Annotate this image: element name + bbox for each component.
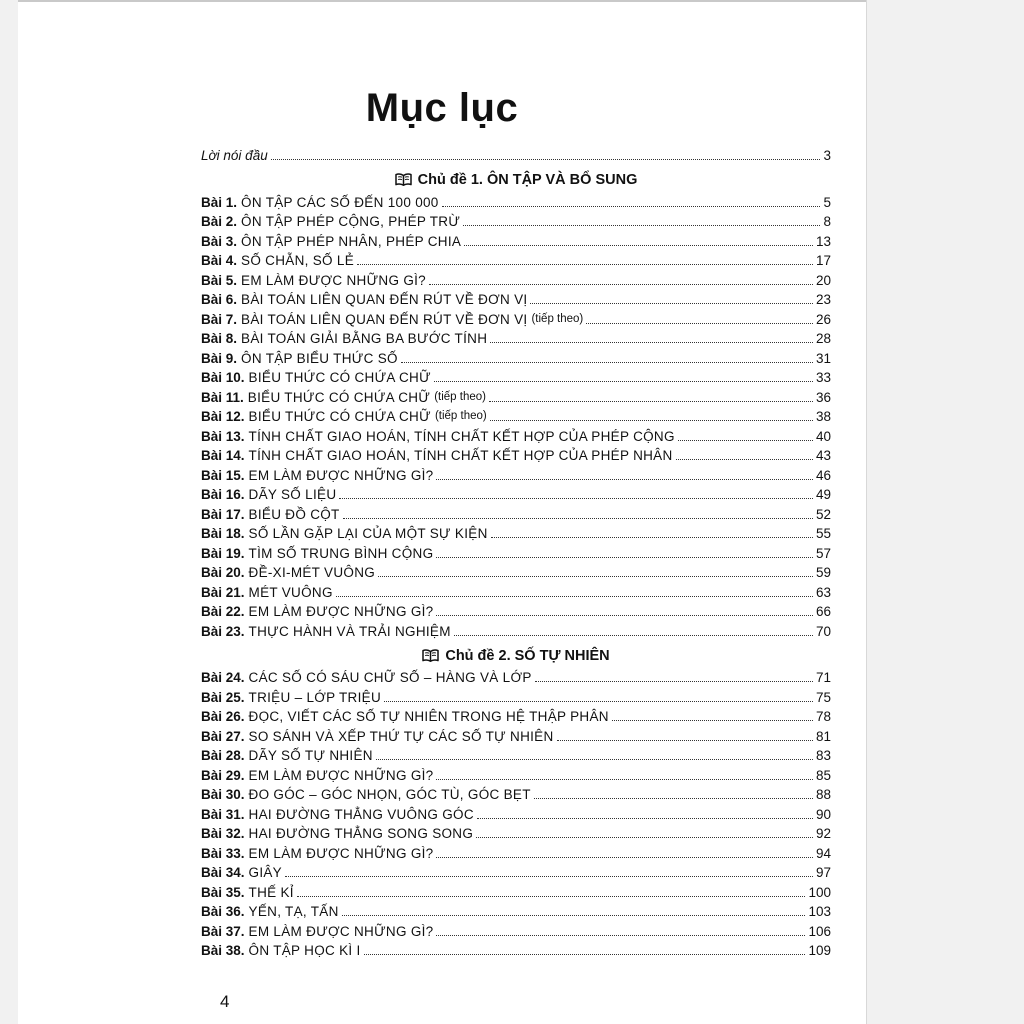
section-name: SỐ TỰ NHIÊN xyxy=(514,647,610,664)
leader-dots xyxy=(364,954,806,955)
lesson-number: Bài 2. xyxy=(201,214,238,229)
leader-dots xyxy=(557,740,813,741)
lesson-title: THẾ KỈ xyxy=(248,884,294,900)
document-page xyxy=(18,0,867,1024)
table-of-contents xyxy=(201,144,831,959)
lesson-number: Bài 37. xyxy=(201,923,245,939)
lesson-page: 78 xyxy=(815,709,831,724)
leader-dots xyxy=(476,837,813,838)
lesson-title: ÔN TẬP HỌC KÌ I xyxy=(248,943,361,958)
lesson-page: 57 xyxy=(815,545,831,561)
lesson-number: Bài 12. xyxy=(201,409,245,424)
lesson-number: Bài 27. xyxy=(201,728,245,744)
toc-row[interactable] xyxy=(201,881,831,901)
toc-row[interactable] xyxy=(201,803,831,823)
leader-dots xyxy=(384,701,813,702)
lesson-title: ÔN TẬP BIỂU THỨC SỐ xyxy=(241,350,398,366)
lesson-title: BÀI TOÁN GIẢI BẰNG BA BƯỚC TÍNH xyxy=(241,331,488,346)
lesson-number: Bài 18. xyxy=(201,526,245,541)
top-border xyxy=(18,0,866,2)
lesson-page: 17 xyxy=(815,253,831,268)
lesson-page: 63 xyxy=(815,584,831,600)
toc-row[interactable] xyxy=(201,581,831,601)
toc-row[interactable] xyxy=(201,464,831,484)
lesson-page: 88 xyxy=(815,787,831,802)
leader-dots xyxy=(491,537,813,538)
lesson-number: Bài 20. xyxy=(201,565,245,580)
lesson-title: BIỂU THỨC CÓ CHỨA CHỮ xyxy=(248,409,431,424)
lesson-number: Bài 25. xyxy=(201,689,245,705)
lesson-note: (tiếp theo) xyxy=(434,390,486,403)
toc-row[interactable] xyxy=(201,745,831,765)
lesson-title: ÔN TẬP PHÉP NHÂN, PHÉP CHIA xyxy=(241,233,462,249)
leader-dots xyxy=(463,225,820,226)
lesson-page: 106 xyxy=(808,923,831,939)
lesson-title: SO SÁNH VÀ XẾP THỨ TỰ CÁC SỐ TỰ NHIÊN xyxy=(248,728,554,744)
leader-dots xyxy=(586,323,813,324)
toc-row[interactable] xyxy=(201,328,831,348)
leader-dots xyxy=(490,420,813,421)
leader-dots xyxy=(490,342,813,343)
lesson-number: Bài 16. xyxy=(201,487,245,502)
lesson-title: BIỂU ĐỒ CỘT xyxy=(248,506,340,522)
lesson-number: Bài 21. xyxy=(201,584,245,600)
lesson-page: 90 xyxy=(815,806,831,822)
lesson-page: 43 xyxy=(815,448,831,463)
leader-dots xyxy=(436,857,812,858)
lesson-page: 38 xyxy=(815,409,831,424)
leader-dots xyxy=(464,245,813,246)
lesson-page: 49 xyxy=(815,487,831,502)
lesson-number: Bài 23. xyxy=(201,623,245,639)
lesson-page: 70 xyxy=(815,623,831,639)
leader-dots xyxy=(530,303,813,304)
page-title: Mục lục xyxy=(365,86,519,130)
section-label: Chủ đề 2. xyxy=(445,647,511,664)
open-book-icon xyxy=(422,648,439,668)
toc-row[interactable] xyxy=(201,523,831,543)
leader-dots xyxy=(436,479,812,480)
lesson-title: ĐO GÓC – GÓC NHỌN, GÓC TÙ, GÓC BẸT xyxy=(248,787,531,802)
lesson-title: ĐỀ-XI-MÉT VUÔNG xyxy=(248,565,376,580)
lesson-title: SỐ LẦN GẶP LẠI CỦA MỘT SỰ KIỆN xyxy=(248,526,488,541)
lesson-number: Bài 9. xyxy=(201,350,238,366)
section-label: Chủ đề 1. xyxy=(417,172,483,188)
lesson-number: Bài 31. xyxy=(201,806,245,822)
toc-row[interactable] xyxy=(201,920,831,940)
lesson-page: 94 xyxy=(815,845,831,861)
lesson-title: YẾN, TẠ, TẤN xyxy=(248,904,339,919)
lesson-page: 59 xyxy=(815,565,831,580)
leader-dots xyxy=(339,498,813,499)
lesson-number: Bài 32. xyxy=(201,826,245,841)
leader-dots xyxy=(434,381,813,382)
section-name: ÔN TẬP VÀ BỔ SUNG xyxy=(486,172,638,188)
leader-dots xyxy=(489,401,813,402)
lesson-title: GIÂY xyxy=(248,865,282,880)
lesson-page: 46 xyxy=(815,467,831,483)
lesson-title: BÀI TOÁN LIÊN QUAN ĐẾN RÚT VỀ ĐƠN VỊ xyxy=(241,292,528,307)
leader-dots xyxy=(678,440,813,441)
leader-dots xyxy=(357,264,813,265)
lesson-page: 75 xyxy=(815,689,831,705)
leader-dots xyxy=(401,362,813,363)
toc-row[interactable] xyxy=(201,667,831,687)
toc-row[interactable] xyxy=(201,230,831,250)
lesson-number: Bài 13. xyxy=(201,428,245,444)
lesson-number: Bài 7. xyxy=(201,311,238,327)
lesson-title: EM LÀM ĐƯỢC NHỮNG GÌ? xyxy=(248,604,434,619)
lesson-title: EM LÀM ĐƯỢC NHỮNG GÌ? xyxy=(248,845,434,861)
lesson-number: Bài 10. xyxy=(201,370,245,385)
toc-row[interactable] xyxy=(201,784,831,804)
leader-dots xyxy=(477,818,813,819)
lesson-title: TÍNH CHẤT GIAO HOÁN, TÍNH CHẤT KẾT HỢP CỦA PHÉP CỘNG xyxy=(248,428,675,444)
toc-row[interactable] xyxy=(201,823,831,843)
section-heading xyxy=(201,170,831,190)
toc-row[interactable] xyxy=(201,484,831,504)
page-number: 4 xyxy=(220,992,230,1011)
lesson-number: Bài 17. xyxy=(201,506,245,522)
lesson-title: EM LÀM ĐƯỢC NHỮNG GÌ? xyxy=(248,767,434,783)
lesson-number: Bài 35. xyxy=(201,884,245,900)
toc-row[interactable] xyxy=(201,562,831,582)
lesson-title: SỐ CHẴN, SỐ LẺ xyxy=(241,253,355,268)
leader-dots xyxy=(378,576,813,577)
lesson-page: 8 xyxy=(823,214,831,229)
leader-dots xyxy=(336,596,813,597)
lesson-title: HAI ĐƯỜNG THẲNG SONG SONG xyxy=(248,826,474,841)
lesson-page: 23 xyxy=(815,292,831,307)
lesson-title: HAI ĐƯỜNG THẲNG VUÔNG GÓC xyxy=(248,806,474,822)
lesson-number: Bài 15. xyxy=(201,467,245,483)
lesson-page: 26 xyxy=(815,311,831,327)
lesson-number: Bài 1. xyxy=(201,194,238,210)
lesson-number: Bài 3. xyxy=(201,233,238,249)
toc-row[interactable] xyxy=(201,706,831,726)
lesson-number: Bài 14. xyxy=(201,448,245,463)
lesson-number: Bài 24. xyxy=(201,670,245,685)
toc-row[interactable] xyxy=(201,269,831,289)
toc-row[interactable] xyxy=(201,601,831,621)
toc-row[interactable] xyxy=(201,862,831,882)
lesson-title: ĐỌC, VIẾT CÁC SỐ TỰ NHIÊN TRONG HỆ THẬP PHÂN xyxy=(248,709,609,724)
lesson-number: Bài 38. xyxy=(201,943,245,958)
toc-row[interactable] xyxy=(201,842,831,862)
lesson-title: EM LÀM ĐƯỢC NHỮNG GÌ? xyxy=(248,923,434,939)
leader-dots xyxy=(285,876,813,877)
lesson-page: 103 xyxy=(808,904,831,919)
toc-intro-title: Lời nói đầu xyxy=(201,148,268,163)
leader-dots xyxy=(535,681,813,682)
toc-row[interactable] xyxy=(201,308,831,328)
lesson-title: BIỂU THỨC CÓ CHỨA CHỮ xyxy=(248,370,431,385)
leader-dots xyxy=(436,557,813,558)
lesson-title: BIỂU THỨC CÓ CHỨA CHỮ xyxy=(247,389,431,405)
leader-dots xyxy=(343,518,813,519)
toc-row[interactable] xyxy=(201,367,831,387)
lesson-title: DÃY SỐ LIỆU xyxy=(248,487,337,502)
toc-row[interactable] xyxy=(201,542,831,562)
toc-intro-page: 3 xyxy=(823,148,831,163)
toc-row[interactable] xyxy=(201,250,831,270)
leader-dots xyxy=(271,159,821,160)
lesson-title: CÁC SỐ CÓ SÁU CHỮ SỐ – HÀNG VÀ LỚP xyxy=(248,670,532,685)
lesson-page: 109 xyxy=(808,943,831,958)
toc-row[interactable] xyxy=(201,686,831,706)
toc-row[interactable] xyxy=(201,445,831,465)
lesson-number: Bài 19. xyxy=(201,545,245,561)
toc-row[interactable] xyxy=(201,503,831,523)
lesson-number: Bài 4. xyxy=(201,253,238,268)
lesson-title: EM LÀM ĐƯỢC NHỮNG GÌ? xyxy=(241,272,426,288)
leader-dots xyxy=(612,720,813,721)
lesson-note: (tiếp theo) xyxy=(434,410,487,422)
lesson-number: Bài 36. xyxy=(201,904,245,919)
section-heading xyxy=(201,646,831,666)
toc-row[interactable] xyxy=(201,406,831,426)
leader-dots xyxy=(376,759,813,760)
lesson-title: EM LÀM ĐƯỢC NHỮNG GÌ? xyxy=(248,467,434,483)
lesson-number: Bài 8. xyxy=(201,331,238,346)
lesson-page: 52 xyxy=(815,506,831,522)
lesson-title: BÀI TOÁN LIÊN QUAN ĐẾN RÚT VỀ ĐƠN VỊ xyxy=(241,311,528,327)
toc-row[interactable] xyxy=(201,211,831,231)
lesson-title: THỰC HÀNH VÀ TRẢI NGHIỆM xyxy=(248,623,451,639)
toc-row[interactable] xyxy=(201,725,831,745)
lesson-number: Bài 26. xyxy=(201,709,245,724)
lesson-number: Bài 22. xyxy=(201,604,245,619)
lesson-title: DÃY SỐ TỰ NHIÊN xyxy=(248,748,373,763)
toc-row[interactable] xyxy=(201,620,831,640)
leader-dots xyxy=(436,615,812,616)
lesson-number: Bài 6. xyxy=(201,292,238,307)
toc-row[interactable] xyxy=(201,425,831,445)
lesson-page: 40 xyxy=(815,428,831,444)
lesson-page: 13 xyxy=(815,233,831,249)
lesson-number: Bài 28. xyxy=(201,748,245,763)
leader-dots xyxy=(676,459,813,460)
leader-dots xyxy=(534,798,813,799)
leader-dots xyxy=(442,206,821,207)
leader-dots xyxy=(297,896,806,897)
lesson-page: 83 xyxy=(815,748,831,763)
toc-row[interactable] xyxy=(201,901,831,921)
toc-row[interactable] xyxy=(201,347,831,367)
leader-dots xyxy=(436,935,805,936)
lesson-page: 5 xyxy=(823,194,831,210)
leader-dots xyxy=(342,915,806,916)
lesson-title: TÍNH CHẤT GIAO HOÁN, TÍNH CHẤT KẾT HỢP CỦA PHÉP NHÂN xyxy=(248,448,673,463)
leader-dots xyxy=(454,635,813,636)
lesson-number: Bài 29. xyxy=(201,767,245,783)
lesson-page: 33 xyxy=(815,370,831,385)
lesson-number: Bài 33. xyxy=(201,845,245,861)
toc-intro-row[interactable] xyxy=(201,144,831,164)
lesson-title: MÉT VUÔNG xyxy=(248,584,333,600)
lesson-number: Bài 30. xyxy=(201,787,245,802)
lesson-page: 85 xyxy=(815,767,831,783)
lesson-page: 55 xyxy=(815,526,831,541)
lesson-title: TRIỆU – LỚP TRIỆU xyxy=(248,689,381,705)
lesson-title: ÔN TẬP PHÉP CỘNG, PHÉP TRỪ xyxy=(241,214,461,229)
lesson-number: Bài 34. xyxy=(201,865,245,880)
toc-row[interactable] xyxy=(201,764,831,784)
lesson-page: 81 xyxy=(815,728,831,744)
lesson-page: 97 xyxy=(815,865,831,880)
lesson-number: Bài 5. xyxy=(201,272,238,288)
lesson-note: (tiếp theo) xyxy=(531,312,584,325)
toc-row[interactable] xyxy=(201,386,831,406)
leader-dots xyxy=(436,779,812,780)
leader-dots xyxy=(429,284,813,285)
lesson-page: 71 xyxy=(815,670,831,685)
open-book-icon xyxy=(395,172,412,192)
lesson-page: 100 xyxy=(808,884,831,900)
lesson-title: ÔN TẬP CÁC SỐ ĐẾN 100 000 xyxy=(241,194,439,210)
lesson-page: 28 xyxy=(815,331,831,346)
toc-row[interactable] xyxy=(201,289,831,309)
lesson-number: Bài 11. xyxy=(201,389,244,405)
lesson-title: TÌM SỐ TRUNG BÌNH CỘNG xyxy=(248,545,434,561)
lesson-page: 66 xyxy=(815,604,831,619)
lesson-page: 36 xyxy=(815,389,831,405)
lesson-page: 31 xyxy=(815,350,831,366)
toc-row[interactable] xyxy=(201,940,831,960)
toc-row[interactable] xyxy=(201,191,831,211)
lesson-page: 92 xyxy=(815,826,831,841)
lesson-page: 20 xyxy=(815,272,831,288)
